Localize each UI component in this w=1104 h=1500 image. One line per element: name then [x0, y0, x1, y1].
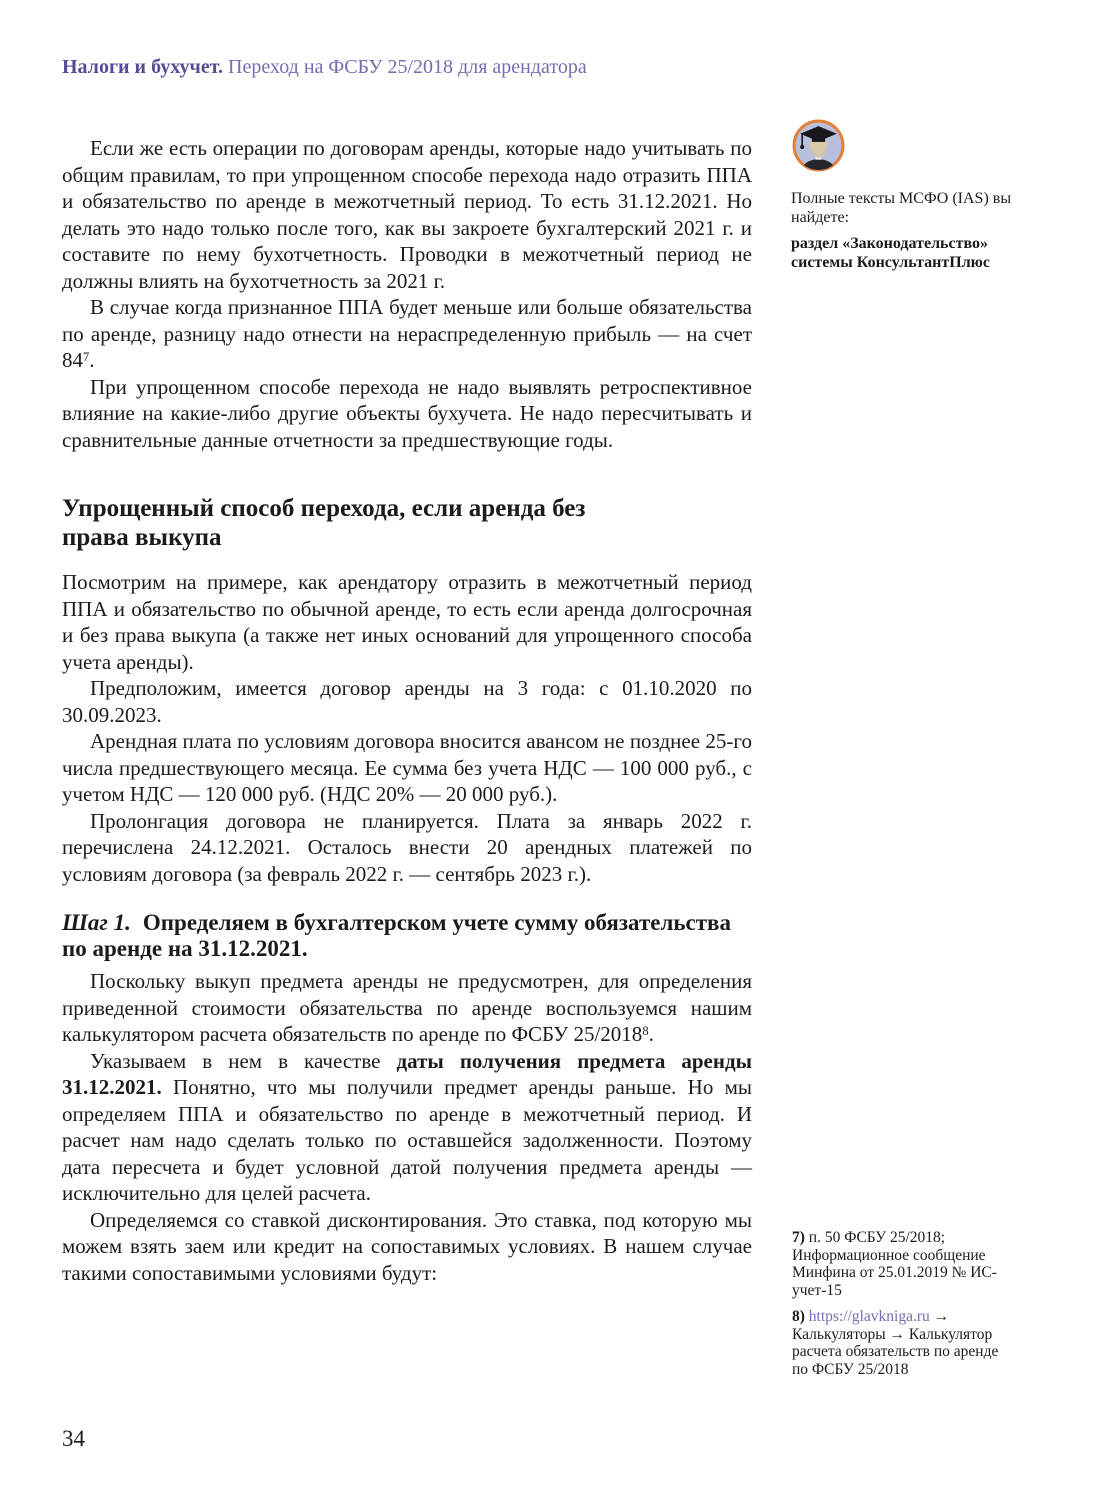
paragraph: При упрощенном способе перехода не надо выявлять ретроспективное влияние на какие-либо другие объекты бухучета. Не надо пересчитывать и сравнительные данные отчетности за предшествующие годы.: [62, 374, 752, 452]
step-1-heading: [62, 910, 752, 962]
sidebar-note-bold-text: раздел «Законодательство» системы КонсультантПлюс: [791, 235, 990, 271]
step-1-title: Определяем в бухгалтерском учете сумму обязательства по аренде на 31.12.2021.: [62, 910, 731, 961]
step-1-label: Шаг 1.: [62, 910, 131, 935]
paragraph: [62, 968, 752, 1048]
paragraph-text: В случае когда признанное ППА будет меньше или больше обязательства по аренде, разницу надо отнести на нераспределенную прибыль — на счет 84: [62, 295, 752, 372]
page-number: 34: [62, 1426, 85, 1451]
sidebar-reference-block: [791, 118, 1013, 272]
paragraph: Посмотрим на примере, как арендатору отразить в межотчетный период ППА и обязательство по обычной аренде, то есть если аренда долгосрочная и без права выкупа (а также нет иных оснований для упрощенного способа учета аренды).: [62, 570, 752, 674]
paragraph: Определяемся со ставкой дисконтирования. Это ставка, под которую мы можем взять заем или кредит на сопоставимых условиях. В нашем случае такими сопоставимыми условиями будут:: [62, 1207, 752, 1285]
footnote-ref-8[interactable]: 8: [642, 1024, 649, 1038]
sidebar-note-text: Полные тексты МСФО (IAS) вы найдете:: [791, 190, 1012, 226]
paragraph: [62, 1048, 752, 1207]
footnote-ref-7[interactable]: 7: [83, 350, 90, 364]
paragraph: Предположим, имеется договор аренды на 3 года: с 01.10.2020 по 30.09.2023.: [62, 676, 752, 727]
scholar-consultant-icon: [791, 118, 846, 173]
glavkniga-link[interactable]: https://glavkniga.ru: [808, 1308, 930, 1325]
footnote-text: → Калькуляторы → Калькулятор расчета обязательств по аренде по ФСБУ 25/2018: [792, 1308, 999, 1378]
footnote-7: [792, 1229, 1010, 1299]
footnote-number: 8): [792, 1308, 805, 1325]
paragraph: Пролонгация договора не планируется. Плата за январь 2022 г. перечислена 24.12.2021. Осталось внести 20 арендных платежей по условиям договора (за февраль 2022 г. — сентябрь 2023 г.).: [62, 808, 752, 886]
footnote-number: 7): [792, 1229, 805, 1246]
paragraph: [62, 294, 752, 374]
section-heading: Упрощенный способ перехода, если аренда без права выкупа: [62, 495, 586, 551]
footnotes-block: [792, 1229, 1010, 1387]
paragraph-text: Поскольку выкуп предмета аренды не предусмотрен, для определения приведенной стоимости обязательства по аренде воспользуемся нашим калькулятором расчета обязательств по аренде по ФСБУ 25/2018: [62, 969, 752, 1046]
footnote-text: п. 50 ФСБУ 25/2018; Информационное сообщение Минфина от 25.01.2019 № ИС-учет-15: [792, 1229, 997, 1299]
footnote-8: [792, 1308, 1010, 1378]
paragraph-text: .: [648, 1022, 654, 1046]
article-title: Переход на ФСБУ 25/2018 для арендатора: [228, 56, 587, 78]
paragraph-text: Указываем в нем в качестве: [90, 1048, 397, 1073]
paragraph-text: .: [89, 348, 95, 372]
article-body: [62, 135, 752, 1286]
paragraph: Арендная плата по условиям договора вносится авансом не позднее 25-го числа предшествующего месяца. Ее сумма без учета НДС — 100 000 руб., с учетом НДС — 120 000 руб. (НДС 20% — 20 000 руб.).: [62, 729, 752, 806]
paragraph-text: Понятно, что мы получили предмет аренды раньше. Но мы определяем ППА и обязательство по аренде в межотчетный период. И расчет нам надо сделать только по оставшейся задолженности. Поэтому дата пересчета и будет условной датой получения предмета аренды — исключительно для целей расчета.: [62, 1075, 752, 1205]
magazine-section-title: Налоги и бухучет.: [62, 56, 224, 78]
running-head: [62, 54, 782, 80]
emphasized-date-text: даты получения предмета аренды 31.12.2021.: [62, 1048, 752, 1099]
paragraph: Если же есть операции по договорам аренды, которые надо учитывать по общим правилам, то при упрощенном способе перехода надо отразить ППА и обязательство по аренде в межотчетный период. То есть 31.12.2021. Но делать это надо только после того, как вы закроете бухгалтерский 2021 г. и составите по нему бухотчетность. Проводки в межотчетный период не должны влиять на бухотчетность за 2021 г.: [62, 136, 752, 293]
